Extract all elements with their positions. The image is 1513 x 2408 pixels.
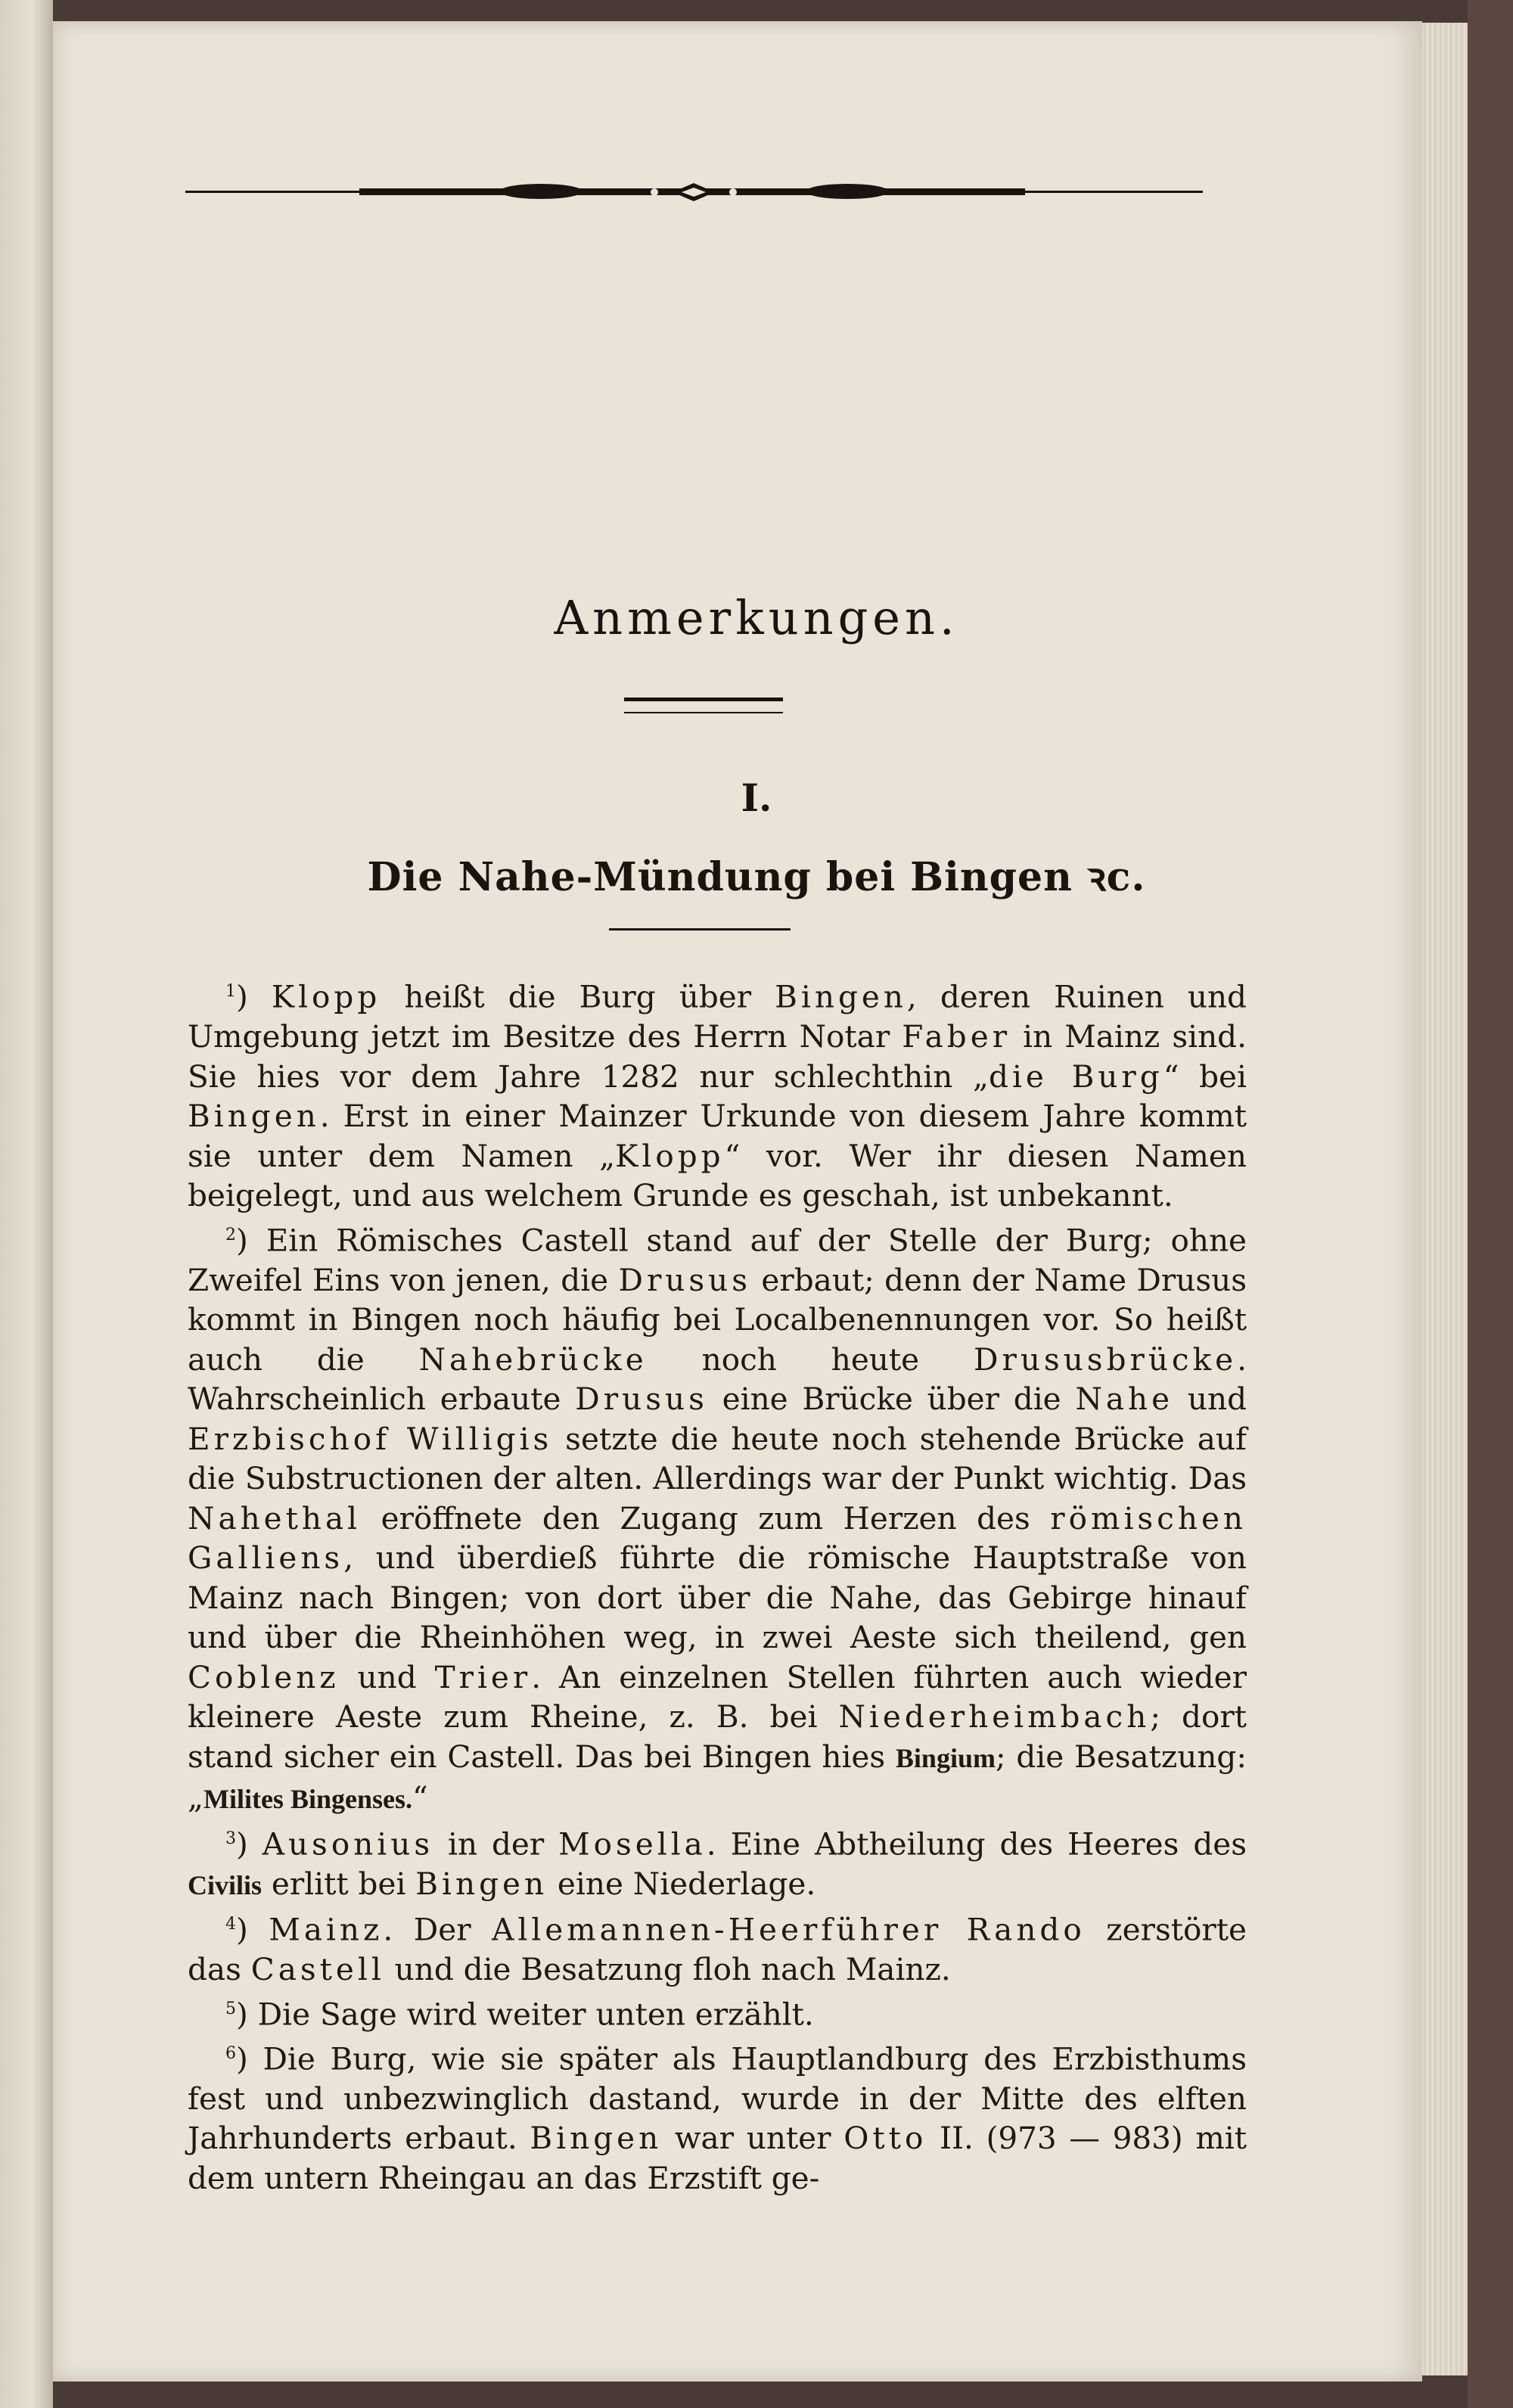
footnote-text: “ bei — [1163, 1058, 1247, 1095]
footnote-marker: 1 — [225, 982, 236, 1001]
footnote-text: Nahebrücke — [418, 1341, 648, 1378]
footnote-text: und — [339, 1658, 435, 1695]
section-divider — [609, 928, 791, 931]
facing-page-edge — [0, 0, 53, 2408]
footnote-paragraph — [188, 1819, 1247, 1906]
footnote-paragraph — [188, 972, 1247, 1216]
footnote-text: ) Die Sage wird weiter unten erzählt. — [236, 1996, 814, 2032]
footnote-text: Trier — [434, 1658, 532, 1695]
footnote-marker: 2 — [225, 1225, 236, 1244]
footnote-text: . Wahrscheinlich erbaute — [188, 1341, 1247, 1417]
footnote-text: . Eine Abtheilung des Heeres des — [706, 1825, 1247, 1862]
footnote-text: ; die Besatzung: „ — [188, 1738, 1247, 1816]
footnote-text: heißt die Burg über — [381, 978, 775, 1015]
footnote-text: Mainz — [269, 1911, 384, 1948]
footnote-text: ) — [236, 978, 272, 1015]
footnote-text: die Burg — [989, 1058, 1163, 1095]
footnote-text: Drusus — [618, 1261, 752, 1298]
footnote-text: Bingen — [530, 2120, 663, 2156]
book-cover-edge — [1468, 0, 1513, 2408]
footnote-text: , deren Ruinen und Umgebung jetzt im Besitze des Herrn Notar — [188, 978, 1247, 1055]
footnote-text: . An einzelnen Stellen führten auch wieder kleinere Aeste zum Rheine, z. B. bei — [188, 1658, 1247, 1735]
footnote-text: Bingen — [188, 1098, 320, 1134]
footnote-marker: 4 — [225, 1915, 236, 1934]
footnote-text: Niederheimbach — [838, 1698, 1151, 1735]
page-stack-edge — [1422, 23, 1468, 2375]
footnote-text: , und überdieß führte die römische Hauptstraße von Mainz nach Bingen; von dort über die Nahe, das Gebirge hinauf und über die Rheinhöhen weg, in zwei Aeste sich theilend, gen — [188, 1540, 1247, 1655]
footnote-text: Milites Bingenses. — [203, 1784, 412, 1814]
footnote-text: Faber — [902, 1018, 1011, 1055]
footnote-text: Coblenz — [188, 1658, 340, 1695]
footnote-marker: 3 — [225, 1829, 236, 1848]
footnote-text: Klopp — [615, 1137, 725, 1174]
footnote-text: Castell — [250, 1951, 385, 1987]
footnote-text: und — [1173, 1381, 1247, 1417]
footnote-text: ) Die Burg, wie sie später als Hauptlandburg des Erzbisthums fest und unbezwinglich dastand, wurde in der Mitte des elften Jahrhunderts erbaut. — [188, 2040, 1247, 2156]
footnote-text: Allemannen-Heerführer Rando — [492, 1911, 1086, 1948]
footnote-text: römischen Galliens — [188, 1499, 1247, 1576]
footnote-text: Bingen — [415, 1865, 548, 1902]
footnote-text: eröffnete den Zugang zum Herzen des — [361, 1499, 1051, 1536]
footnote-text: Drususbrücke — [974, 1341, 1238, 1378]
footnote-text: war unter — [662, 2120, 844, 2156]
footnote-text: “ vor. Wer ihr diesen Namen beigelegt, und aus welchem Grunde es geschah, ist unbekannt. — [188, 1137, 1247, 1213]
title-divider — [624, 698, 783, 713]
footnote-paragraph — [188, 1905, 1247, 1990]
footnote-text: . Der — [383, 1911, 492, 1948]
footnote-marker: 5 — [225, 1999, 236, 2018]
footnote-text: Drusus — [575, 1381, 708, 1417]
footnote-text: Nahe — [1075, 1381, 1174, 1417]
footnote-text: Erzbischof Willigis — [188, 1420, 553, 1457]
footnote-text: Bingium — [895, 1742, 996, 1773]
footnote-text: Nahethal — [188, 1499, 362, 1536]
footnote-paragraph — [188, 2034, 1247, 2198]
footnote-text: Bingen — [775, 978, 907, 1015]
footnote-paragraph — [188, 1216, 1247, 1819]
footnote-text: ) — [236, 1911, 269, 1948]
footnote-text: erlitt bei — [262, 1865, 416, 1902]
footnote-text: in der — [433, 1825, 559, 1862]
footnote-text: ) Ein Römisches Castell stand auf der Stelle der Burg; ohne Zweifel Eins von jenen, die — [188, 1222, 1247, 1298]
footnote-text: Mosella — [558, 1825, 707, 1862]
footnote-marker: 6 — [225, 2043, 236, 2063]
section-number: I. — [741, 775, 772, 820]
footnote-text: II. (973 — 983) mit dem untern Rheingau an das Erzstift ge- — [188, 2120, 1247, 2196]
footnote-text: und die Besatzung floh nach Mainz. — [384, 1951, 951, 1987]
ornamental-header-rule-icon — [185, 182, 1203, 203]
footnote-text: ) — [236, 1825, 263, 1862]
section-title: Die Nahe-Mündung bei Bingen ꝛc. — [367, 854, 1146, 900]
footnote-text: Klopp — [271, 978, 381, 1015]
footnote-text: Otto — [843, 2120, 927, 2156]
footnote-text: zerstörte das — [188, 1911, 1247, 1987]
footnote-text: ; dort stand sicher ein Castell. Das bei Bingen hies — [188, 1698, 1247, 1775]
footnote-text: erbaut; denn der Name Drusus kommt in Bingen noch häufig bei Localbenennungen vor. So heißt auch die — [188, 1261, 1247, 1378]
footnote-text: Civilis — [188, 1869, 263, 1900]
footnote-text: eine Niederlage. — [548, 1865, 816, 1902]
footnote-text: noch heute — [647, 1341, 974, 1378]
footnote-text: . Erst in einer Mainzer Urkunde von diesem Jahre kommt sie unter dem Namen „ — [188, 1098, 1247, 1174]
footnote-text: setzte die heute noch stehende Brücke auf die Substructionen der alten. Allerdings war der Punkt wichtig. Das — [188, 1420, 1247, 1496]
footnote-text: in Mainz sind. Sie hies vor dem Jahre 1282 nur schlechthin „ — [188, 1018, 1247, 1095]
page-title: Anmerkungen. — [554, 590, 959, 645]
footnote-text: Ausonius — [262, 1825, 434, 1862]
footnote-text: “ — [412, 1779, 428, 1816]
footnotes-body — [188, 972, 1247, 2198]
footnote-paragraph — [188, 1990, 1247, 2034]
footnote-text: eine Brücke über die — [707, 1381, 1076, 1417]
